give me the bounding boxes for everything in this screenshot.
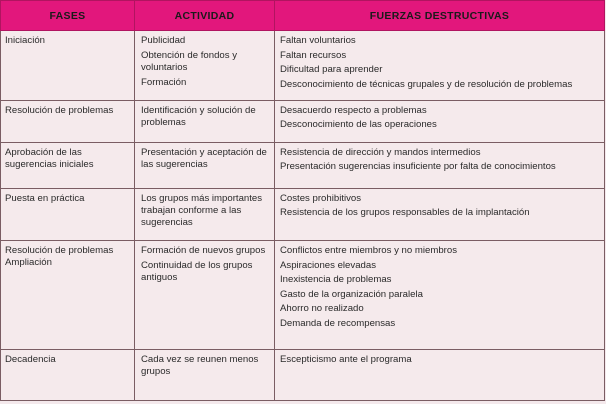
- force-item: Escepticismo ante el programa: [280, 353, 412, 365]
- phase-name: Resolución de problemas: [5, 104, 114, 116]
- forces-cell: [275, 241, 605, 350]
- activity-item: Formación de nuevos grupos: [141, 245, 266, 257]
- activity-cell: [135, 241, 275, 350]
- force-item: Conflictos entre miembros y no miembros: [280, 245, 458, 257]
- force-item: Desacuerdo respecto a problemas: [280, 104, 427, 116]
- activity-item: Identificación y solución de problemas: [141, 104, 256, 128]
- force-item: Resistencia de los grupos responsables de la implantación: [280, 207, 530, 219]
- phase-name: Puesta en práctica: [5, 192, 85, 204]
- phase-cell: [1, 31, 135, 101]
- phase-cell: [1, 142, 135, 188]
- force-item: Desconocimiento de técnicas grupales y de resolución de problemas: [280, 78, 573, 90]
- phase-name: Resolución de problemas: [5, 245, 114, 257]
- phase-cell: [1, 188, 135, 240]
- activity-cell: [135, 31, 275, 101]
- header-actividad: ACTIVIDAD: [135, 1, 275, 31]
- forces-cell: [275, 31, 605, 101]
- activity-item: Cada vez se reunen menos grupos: [141, 353, 259, 377]
- phase-cell: [1, 100, 135, 142]
- header-row: [1, 1, 605, 31]
- activity-item: Presentación y aceptación de las sugerencias: [141, 146, 267, 170]
- force-item: Desconocimiento de las operaciones: [280, 119, 437, 131]
- force-item: Costes prohibitivos: [280, 192, 362, 204]
- table-row: [1, 100, 605, 142]
- forces-cell: [275, 142, 605, 188]
- force-item: Presentación sugerencias insuficiente por falta de conocimientos: [280, 161, 556, 173]
- activity-cell: [135, 349, 275, 400]
- force-item: Demanda de recompensas: [280, 317, 396, 329]
- activity-item: Los grupos más importantes trabajan conforme a las sugerencias: [141, 192, 263, 228]
- table-row: [1, 241, 605, 350]
- phase-name: Iniciación: [5, 35, 45, 46]
- force-item: Faltan recursos: [280, 49, 347, 61]
- activity-item: Continuidad de los grupos antiguos: [141, 260, 253, 284]
- table-row: [1, 142, 605, 188]
- phase-name: Ampliación: [5, 257, 52, 269]
- phase-cell: [1, 349, 135, 400]
- phase-cell: [1, 241, 135, 350]
- activity-item: Publicidad: [141, 35, 186, 46]
- force-item: Resistencia de dirección y mandos intermedios: [280, 146, 481, 158]
- table-row: [1, 349, 605, 400]
- table-row: [1, 188, 605, 240]
- phase-name: Decadencia: [5, 353, 56, 365]
- forces-cell: [275, 188, 605, 240]
- header-fases: FASES: [1, 1, 135, 31]
- activity-cell: [135, 142, 275, 188]
- forces-cell: [275, 349, 605, 400]
- force-item: Ahorro no realizado: [280, 303, 364, 315]
- force-item: Dificultad para aprender: [280, 64, 383, 75]
- forces-cell: [275, 100, 605, 142]
- activity-item: Obtención de fondos y voluntarios: [141, 50, 238, 73]
- force-item: Inexistencia de problemas: [280, 274, 392, 286]
- force-item: Faltan voluntarios: [280, 35, 356, 46]
- activity-item: Formación: [141, 77, 187, 88]
- phase-name: Aprobación de las sugerencias iniciales: [5, 146, 94, 170]
- activity-cell: [135, 188, 275, 240]
- table-row: [1, 31, 605, 101]
- force-item: Aspiraciones elevadas: [280, 259, 376, 271]
- force-item: Gasto de la organización paralela: [280, 288, 423, 300]
- activity-cell: [135, 100, 275, 142]
- header-fuerzas-destructivas: FUERZAS DESTRUCTIVAS: [275, 1, 605, 31]
